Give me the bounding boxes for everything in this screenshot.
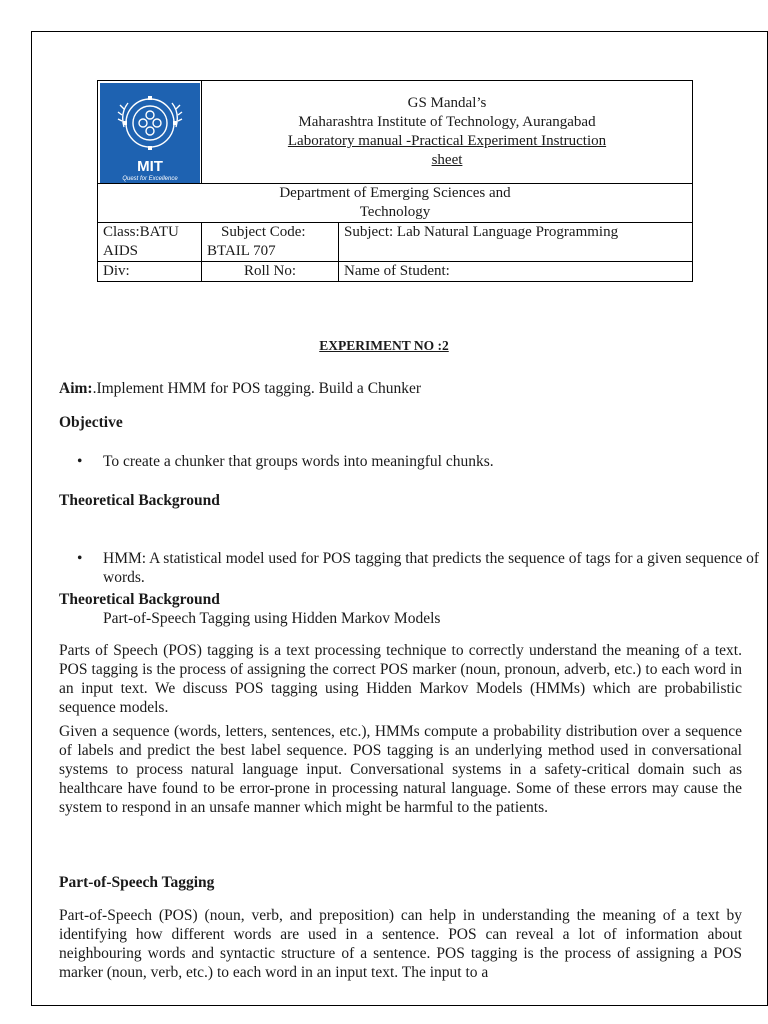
div-cell: Div: — [98, 262, 202, 282]
header-title-cell — [202, 81, 693, 184]
bullet-icon: • — [77, 550, 83, 567]
aim-label: Aim: — [59, 380, 93, 397]
subject-code-label: Subject Code: — [221, 224, 306, 240]
student-name-cell: Name of Student: — [339, 262, 693, 282]
objective-bullet-item — [59, 452, 768, 471]
class-cell — [98, 223, 202, 262]
subject-code-cell — [202, 223, 339, 262]
aim-line — [59, 379, 742, 398]
theory-heading-2: Theoretical Background — [59, 591, 220, 608]
gear-emblem-icon — [100, 83, 200, 183]
subject-cell: Subject: Lab Natural Language Programming — [339, 223, 693, 262]
theory-bullet-text: HMM: A statistical model used for POS tagging that predicts the sequence of tags for a given sequence of words. — [103, 550, 760, 586]
mit-logo — [100, 83, 200, 183]
objective-bullet-text: To create a chunker that groups words into meaningful chunks. — [103, 453, 494, 470]
logo-text: MIT — [136, 157, 163, 175]
department-line1: Department of Emerging Sciences and — [279, 185, 511, 201]
manual-title-line2: sheet — [431, 152, 463, 168]
objective-heading: Objective — [59, 414, 123, 431]
theory-bullet-item — [59, 549, 768, 587]
department-line2: Technology — [359, 204, 431, 220]
paragraph-1: Parts of Speech (POS) tagging is a text processing technique to correctly understand the meaning of a text. POS tagging is the process of assigning the correct POS marker (noun, pronoun, adverb, etc.) to each word in an input text. We discuss POS tagging using Hidden Markov Models (HMMs) which are probabilistic sequence models. — [59, 642, 742, 716]
paragraph-2: Given a sequence (words, letters, sentences, etc.), HMMs compute a probability distribution over a sequence of labels and predict the best label sequence. POS tagging is an underlying method used in conversational systems to process natural language input. Conversational systems in a safety-critical domain such as healthcare have found to be error-prone in processing natural language. Some of these errors may cause the system to respond in an unsafe manner which might be harmful to the patients. — [59, 723, 742, 816]
bullet-icon: • — [77, 453, 83, 470]
theory-heading-1: Theoretical Background — [59, 492, 220, 509]
paragraph-3: Part-of-Speech (POS) (noun, verb, and preposition) can help in understanding the meaning of a text by identifying how different words are used in a sentence. POS can reveal a lot of information about neighbouring words and syntactic structure of a sentence. POS tagging is the process of assigning a POS marker (noun, verb, etc.) to each word in an input text. The input to a — [59, 907, 742, 981]
class-line1: Class:BATU — [103, 224, 179, 240]
class-line2: AIDS — [103, 243, 139, 259]
pos-heading: Part-of-Speech Tagging — [59, 874, 215, 891]
institute-name: Maharashtra Institute of Technology, Aurangabad — [298, 114, 596, 130]
roll-no-cell: Roll No: — [202, 262, 339, 282]
aim-text: .Implement HMM for POS tagging. Build a Chunker — [92, 380, 422, 397]
logo-tagline: Quest for Excellence — [121, 175, 178, 182]
header-table — [97, 80, 693, 282]
manual-title-line1: Laboratory manual -Practical Experiment Instruction — [287, 133, 607, 149]
subject-code-value: BTAIL 707 — [207, 243, 276, 259]
department-cell — [98, 184, 693, 223]
experiment-title: EXPERIMENT NO :2 — [319, 338, 449, 353]
logo-cell — [98, 81, 202, 184]
org-name: GS Mandal’s — [407, 95, 487, 111]
theory-subheading: Part-of-Speech Tagging using Hidden Markov Models — [103, 610, 441, 627]
